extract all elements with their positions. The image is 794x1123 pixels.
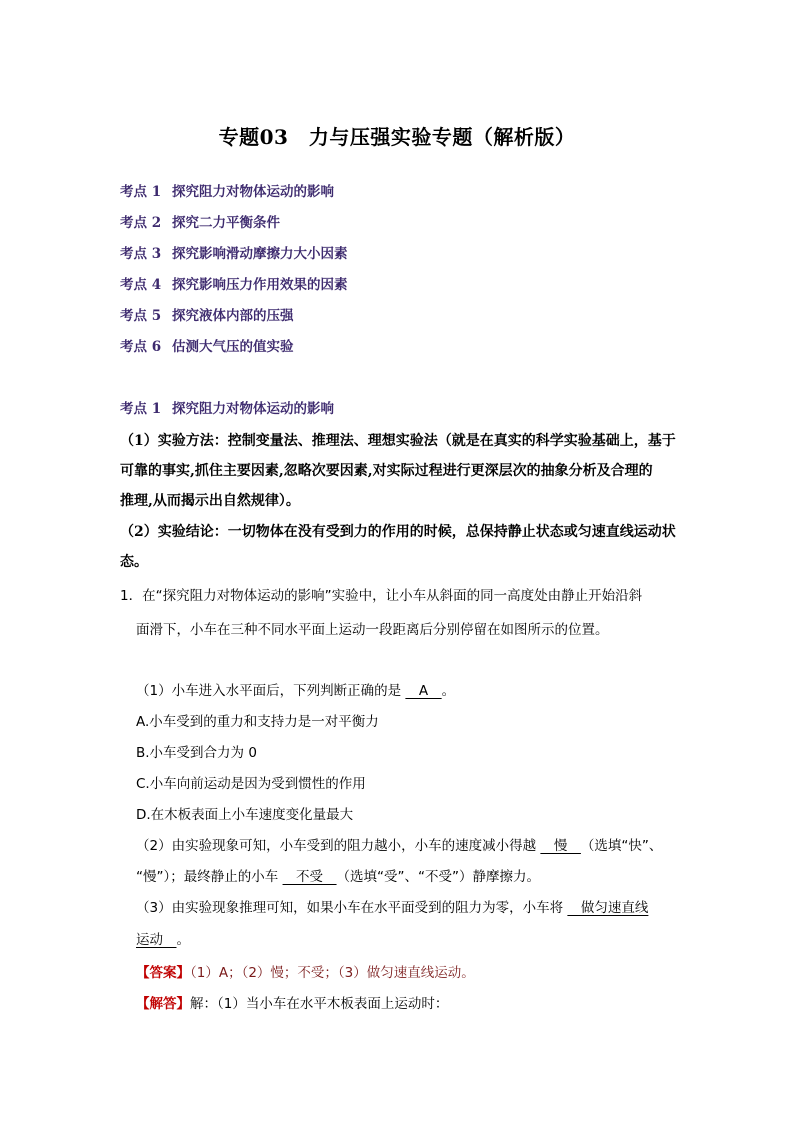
q2-answer-blank-1: 慢 (540, 838, 581, 854)
subquestion-3-line-1 (136, 896, 648, 916)
toc-text: 探究阻力对物体运动的影响 (172, 184, 334, 200)
section-heading (120, 397, 334, 417)
toc-item-6 (120, 335, 294, 355)
option-c: C.小车向前运动是因为受到惯性的作用 (136, 776, 366, 792)
option-b: B.小车受到合力为 0 (136, 745, 257, 761)
subquestion-3-line-2 (136, 928, 190, 948)
toc-num: 考点 1 (120, 184, 162, 200)
question-line-2: 面滑下，小车在三种不同水平面上运动一段距离后分别停留在如图所示的位置。 (136, 622, 609, 638)
intro-line-2: 可靠的事实,抓住主要因素,忽略次要因素,对实际过程进行更深层次的抽象分析及合理的 (120, 463, 653, 479)
q3-answer-blank-1: 做匀速直线 (567, 900, 649, 916)
toc-text: 探究二力平衡条件 (172, 215, 280, 231)
analysis-label: 【解答】 (136, 996, 190, 1012)
subquestion-1 (136, 679, 455, 699)
q3-answer-blank-2: 运动 (136, 932, 177, 948)
toc-text: 探究影响滑动摩擦力大小因素 (172, 246, 348, 262)
analysis-text: 解：（1）当小车在水平木板表面上运动时： (190, 996, 449, 1012)
toc-num: 考点 5 (120, 308, 162, 324)
q3-end: 。 (176, 932, 190, 948)
toc-text: 探究液体内部的压强 (172, 308, 294, 324)
option-d: D.在木板表面上小车速度变化量最大 (136, 807, 354, 823)
toc-item-1 (120, 180, 334, 200)
subquestion-2-line-1 (136, 834, 662, 854)
toc-item-5 (120, 304, 294, 324)
q2-hint-2: （选填“受”、“不受”）静摩擦力。 (336, 869, 541, 885)
section-text: 探究阻力对物体运动的影响 (172, 401, 334, 417)
toc-item-2 (120, 211, 280, 231)
intro-line-3: 推理,从而揭示出自然规律）。 (120, 493, 300, 509)
toc-num: 考点 6 (120, 339, 162, 355)
q2-text-2: “慢”）；最终静止的小车 (136, 869, 279, 885)
subquestion-2-line-2 (136, 865, 540, 885)
page-title: 专题03 力与压强实验专题（解析版） (218, 125, 576, 149)
toc-text: 估测大气压的值实验 (172, 339, 294, 355)
q1-end: 。 (441, 683, 456, 699)
section-num: 考点 1 (120, 401, 162, 417)
q2-answer-blank-2: 不受 (282, 869, 337, 885)
option-a: A.小车受到的重力和支持力是一对平衡力 (136, 714, 379, 730)
toc-item-3 (120, 242, 348, 262)
q1-text: （1）小车进入水平面后，下列判断正确的是 (136, 683, 402, 699)
q2-text: （2）由实验现象可知，小车受到的阻力越小，小车的速度减小得越 (136, 838, 537, 854)
toc-num: 考点 3 (120, 246, 162, 262)
intro-line-5: 态。 (120, 554, 148, 570)
answer-label: 【答案】 (136, 965, 190, 981)
analysis-line (136, 992, 448, 1012)
toc-num: 考点 4 (120, 277, 162, 293)
q3-text: （3）由实验现象推理可知，如果小车在水平面受到的阻力为零，小车将 (136, 900, 564, 916)
q2-hint-1: （选填“快”、 (580, 838, 663, 854)
question-line-1: 1．在“探究阻力对物体运动的影响”实验中，让小车从斜面的同一高度处由静止开始沿斜 (120, 588, 643, 604)
intro-line-4: （2）实验结论：一切物体在没有受到力的作用的时候，总保持静止状态或匀速直线运动状 (120, 524, 676, 540)
toc-item-4 (120, 273, 348, 293)
toc-text: 探究影响压力作用效果的因素 (172, 277, 348, 293)
answer-text: （1）A；（2）慢；不受；（3）做匀速直线运动。 (190, 965, 475, 981)
intro-line-1: （1）实验方法：控制变量法、推理法、理想实验法（就是在真实的科学实验基础上，基于 (120, 433, 676, 449)
q1-answer-blank: A (405, 683, 442, 699)
answer-line (136, 961, 475, 981)
toc-num: 考点 2 (120, 215, 162, 231)
